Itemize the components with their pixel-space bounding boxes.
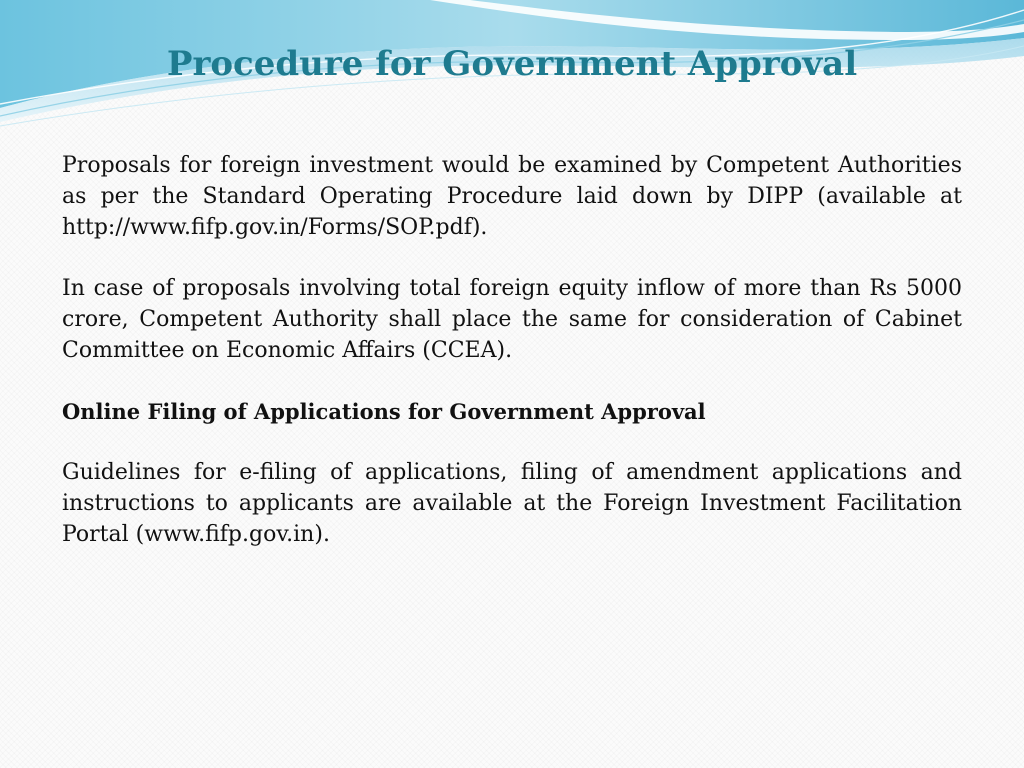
paragraph-proposals-examination: Proposals for foreign investment would be examined by Competent Authorities as per the Standard Operating Procedure laid down by DIPP (available at http://www.fifp.gov.in/Forms/SOP.pdf). (62, 153, 962, 240)
paragraph-ccea-consideration: In case of proposals involving total foreign equity inflow of more than Rs 5000 crore, Competent Authority shall place the same for consideration of Cabinet Committee on Economic Affairs (CCEA). (62, 276, 962, 363)
slide-title: Procedure for Government Approval (166, 44, 858, 84)
paragraph-efiling-guidelines: Guidelines for e-filing of applications, filing of amendment applications and instructions to applicants are available at the Foreign Investment Facilitation Portal (www.fifp.gov.in). (62, 460, 962, 547)
slide-body (62, 150, 962, 580)
section-heading-online-filing: Online Filing of Applications for Government Approval (62, 399, 706, 424)
